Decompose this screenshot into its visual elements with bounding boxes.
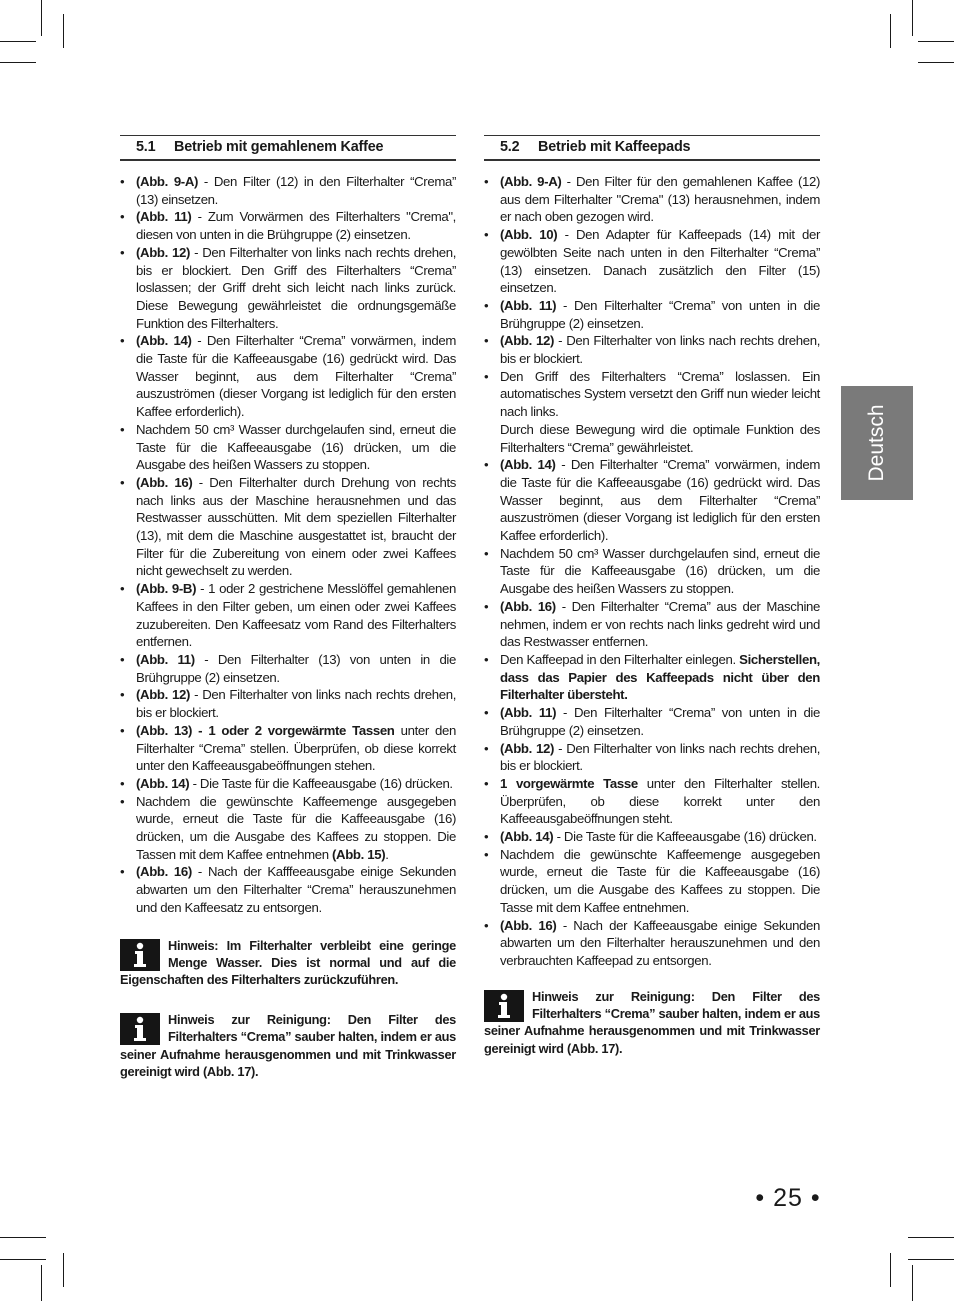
- list-item: • (Abb. 11) - Den Filterhalter “Crema” von unten in die Brühgruppe (2) einsetzen.: [484, 704, 820, 739]
- note-text: Hinweis: Im Filterhalter verbleibt eine geringe Menge Wasser. Dies ist normal und auf die Eigenschaften des Filterhalters zurückzuführen.: [120, 937, 456, 988]
- list-item: • Nachdem die gewünschte Kaffeemenge ausgegeben wurde, erneut die Taste für die Kaffeeausgabe (16) drücken, um die Ausgabe des Kaffees zu stoppen. Die Tassen mit dem Kaffee entnehmen (Abb. 15).: [120, 793, 456, 864]
- crop-mark: [890, 14, 891, 48]
- language-tab: [841, 386, 913, 500]
- list-item: • (Abb. 12) - Den Filterhalter von links nach rechts drehen, bis er blockiert.: [484, 740, 820, 775]
- section-heading: [484, 135, 820, 161]
- section-number: 5.2: [500, 139, 520, 155]
- crop-mark: [63, 1253, 64, 1287]
- info-icon: [484, 990, 524, 1022]
- list-item: • (Abb. 16) - Den Filterhalter durch Drehung von rechts nach links aus der Maschine herausnehmen und das Restwasser ausschütten. Mit dem speziellen Filterhalter (13), mit dem die Maschine ausgestattet ist, braucht der Filter für die Zubereitung von einem oder zwei Kaffees nicht gewechselt zu werden.: [120, 474, 456, 580]
- info-icon: [120, 939, 160, 971]
- info-icon: [120, 1013, 160, 1045]
- list-item: • (Abb. 13) - 1 oder 2 vorgewärmte Tassen unter den Filterhalter “Crema” stellen. Überprüfen, ob diese korrekt unter den Kaffeeausgabeöffnungen stehen.: [120, 722, 456, 775]
- section-title: Betrieb mit gemahlenem Kaffee: [174, 139, 384, 155]
- list-item: • (Abb. 14) - Die Taste für die Kaffeeausgabe (16) drücken.: [120, 775, 456, 793]
- crop-mark: [918, 41, 954, 42]
- note-text: Hinweis zur Reinigung: Den Filter des Filterhalters “Crema” sauber halten, indem er aus seiner Aufnahme herausgenommen und mit Trinkwasser gereinigt wird (Abb. 17).: [120, 1011, 456, 1079]
- list-item: • Den Kaffeepad in den Filterhalter einlegen. Sicherstellen, dass das Papier des Kaffeepads nicht über den Filterhalter übersteht.: [484, 651, 820, 704]
- crop-mark: [63, 14, 64, 48]
- list-item: • (Abb. 16) - Den Filterhalter “Crema” aus der Maschine nehmen, indem er von rechts nach links gedreht wird und das Restwasser entfernen.: [484, 598, 820, 651]
- note-box: [484, 988, 820, 1058]
- crop-mark: [918, 62, 954, 63]
- crop-mark: [41, 1265, 42, 1301]
- list-item: • (Abb. 11) - Den Filterhalter (13) von unten in die Brühgruppe (2) einsetzen.: [120, 651, 456, 686]
- list-item: • (Abb. 9-A) - Den Filter (12) in den Filterhalter “Crema” (13) einsetzen.: [120, 173, 456, 208]
- crop-mark: [0, 1259, 46, 1260]
- list-item: • (Abb. 16) - Nach der Kafffeeausgabe einige Sekunden abwarten um den Filterhalter “Crema” herauszunehmen und den Kaffeesatz zu entsorgen.: [120, 863, 456, 916]
- list-item: • (Abb. 12) - Den Filterhalter von links nach rechts drehen, bis er blockiert. Den Griff des Filterhalters “Crema” loslassen; der Griff dreht sich leicht nach links zurück. Diese Bewegung gewährleistet die ordnungsgemäße Funktion des Filterhalters.: [120, 244, 456, 333]
- note-box: [120, 937, 456, 989]
- crop-mark: [0, 1237, 46, 1238]
- note-box: [120, 1011, 456, 1081]
- crop-mark: [912, 0, 913, 36]
- list-item: • (Abb. 12) - Den Filterhalter von links nach rechts drehen, bis er blockiert.: [120, 686, 456, 721]
- list-item: • (Abb. 9-B) - 1 oder 2 gestrichene Messlöffel gemahlenen Kaffees in den Filter geben, um einen oder zwei Kaffees zuzubereiten. Den Kaffeesatz vom Rand des Filterhalters entfernen.: [120, 580, 456, 651]
- language-label: Deutsch: [865, 404, 888, 482]
- section-title: Betrieb mit Kaffeepads: [538, 139, 691, 155]
- crop-mark: [908, 1237, 954, 1238]
- left-column: [120, 135, 456, 1080]
- section-heading: [120, 135, 456, 161]
- list-item: • (Abb. 14) - Den Filterhalter “Crema” vorwärmen, indem die Taste für die Kaffeeausgabe (16) gedrückt wird. Das Wasser beginnt, aus dem Filterhalter “Crema” auszuströmen (dieser Vorgang ist lediglich für den ersten Kaffee erforderlich).: [484, 456, 820, 545]
- list-item: • Den Griff des Filterhalters “Crema” loslassen. Ein automatisches System versetzt den Griff nun wieder leicht nach links. Durch diese Bewegung wird die optimale Funktion des Filterhalters “Crema” gewährleistet.: [484, 368, 820, 457]
- list-item: • (Abb. 11) - Den Filterhalter “Crema” von unten in die Brühgruppe (2) einsetzen.: [484, 297, 820, 332]
- list-item: • (Abb. 11) - Zum Vorwärmen des Filterhalters "Crema", diesen von unten in die Brühgruppe (2) einsetzen.: [120, 208, 456, 243]
- crop-mark: [890, 1253, 891, 1287]
- list-item: • (Abb. 9-A) - Den Filter für den gemahlenen Kaffee (12) aus dem Filterhalter "Crema" (13) herausnehmen, indem er nach oben gezogen wird.: [484, 173, 820, 226]
- list-item: • (Abb. 14) - Den Filterhalter “Crema” vorwärmen, indem die Taste für die Kaffeeausgabe (16) gedrückt wird. Das Wasser beginnt, aus dem Filterhalter “Crema” auszuströmen (dieser Vorgang ist lediglich für den ersten Kaffee erforderlich).: [120, 332, 456, 421]
- instruction-list: [484, 173, 820, 970]
- note-text: Hinweis zur Reinigung: Den Filter des Filterhalters “Crema” sauber halten, indem er aus seiner Aufnahme herausgenommen und mit Trinkwasser gereinigt wird (Abb. 17).: [484, 988, 820, 1056]
- crop-mark: [41, 0, 42, 36]
- crop-mark: [908, 1259, 954, 1260]
- list-item: • (Abb. 10) - Den Adapter für Kaffeepads (14) mit der gewölbten Seite nach unten in den Filterhalter “Crema” (13) einsetzen. Danach zusätzlich den Filter (15) einsetzen.: [484, 226, 820, 297]
- list-item: • Nachdem die gewünschte Kaffeemenge ausgegeben wurde, erneut die Taste für die Kaffeeausgabe (16) drücken, um die Ausgabe des Kaffees zu stoppen. Die Tasse mit dem Kaffee entnehmen.: [484, 846, 820, 917]
- crop-mark: [912, 1265, 913, 1301]
- instruction-list: [120, 173, 456, 917]
- list-item: • Nachdem 50 cm³ Wasser durchgelaufen sind, erneut die Taste für die Kaffeeausgabe (16) drücken, um die Ausgabe des heißen Wassers zu stoppen.: [484, 545, 820, 598]
- list-item: • (Abb. 12) - Den Filterhalter von links nach rechts drehen, bis er blockiert.: [484, 332, 820, 367]
- crop-mark: [0, 62, 36, 63]
- list-item: • Nachdem 50 cm³ Wasser durchgelaufen sind, erneut die Taste für die Kaffeeausgabe (16) drücken, um die Ausgabe des heißen Wassers zu stoppen.: [120, 421, 456, 474]
- crop-mark: [0, 41, 36, 42]
- list-item: • (Abb. 14) - Die Taste für die Kaffeeausgabe (16) drücken.: [484, 828, 820, 846]
- section-number: 5.1: [136, 139, 156, 155]
- right-column: [484, 135, 820, 1057]
- list-item: • (Abb. 16) - Nach der Kaffeeausgabe einige Sekunden abwarten um den Filterhalter herauszunehmen und den verbrauchten Kaffeepad zu entsorgen.: [484, 917, 820, 970]
- page-number: • 25 •: [755, 1184, 821, 1212]
- list-item: • 1 vorgewärmte Tasse unter den Filterhalter stellen. Überprüfen, ob diese korrekt unter den Kaffeeausgabeöffnungen steht.: [484, 775, 820, 828]
